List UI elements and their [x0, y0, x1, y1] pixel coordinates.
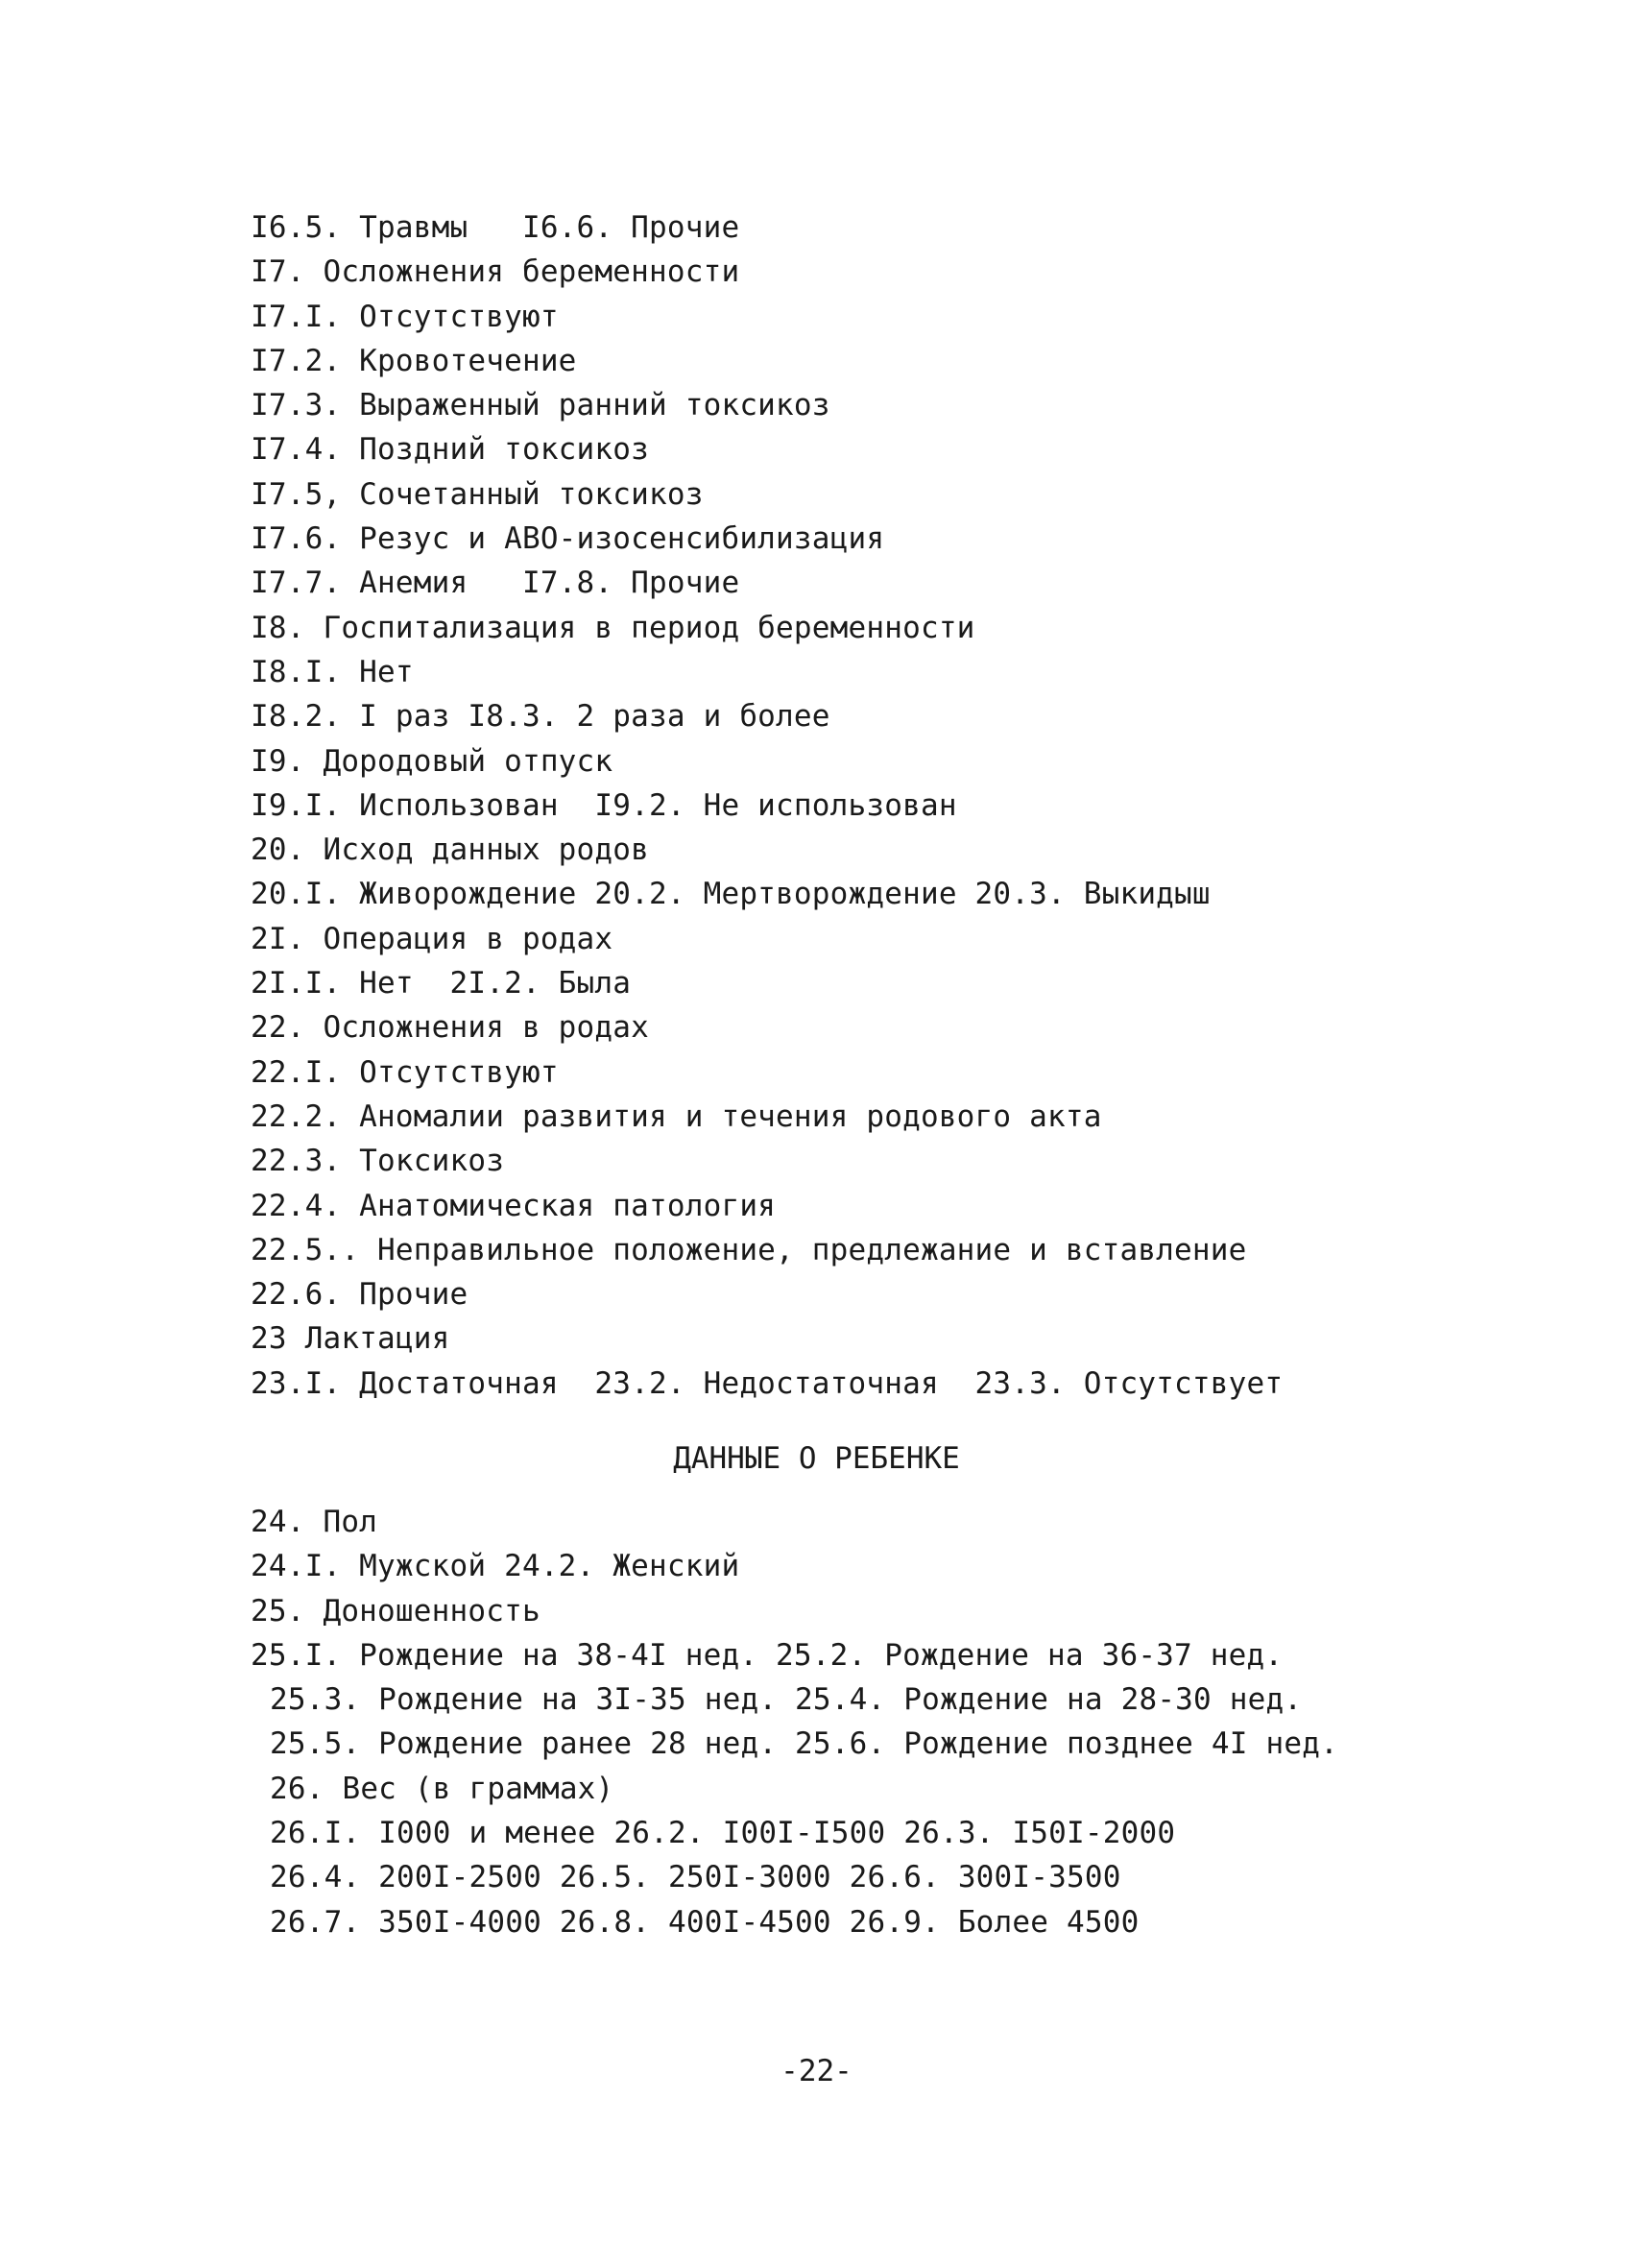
page-number: -22-	[780, 2054, 853, 2088]
list-item: 2I. Операция в родах	[251, 921, 613, 956]
list-item: I7.7. Анемия I7.8. Прочие	[251, 566, 740, 601]
list-item: 22.3. Токсикоз	[251, 1144, 505, 1179]
list-item: I7.4. Поздний токсикоз	[251, 432, 649, 468]
list-item: I8. Госпитализация в период беременности	[251, 610, 975, 645]
list-item: I7.3. Выраженный ранний токсикоз	[251, 388, 830, 423]
list-item: 23.I. Достаточная 23.2. Недостаточная 23.3. Отсутствует	[251, 1365, 1284, 1401]
list-item: I6.5. Травмы I6.6. Прочие	[251, 210, 740, 245]
list-item: 22. Осложнения в родах	[251, 1010, 649, 1046]
list-item: I7.I. Отсутствуют	[251, 299, 559, 334]
list-item: 26. Вес (в граммах)	[270, 1771, 614, 1806]
list-item: 20.I. Живорождение 20.2. Мертворождение 20.3. Выкидыш	[251, 877, 1211, 912]
list-item: 22.2. Аномалии развития и течения родового акта	[251, 1098, 1102, 1134]
list-item: 26.I. I000 и менее 26.2. I00I-I500 26.3. I50I-2000	[270, 1816, 1176, 1851]
list-item: I7. Осложнения беременности	[251, 254, 740, 290]
list-item: I9.I. Использован I9.2. Не использован	[251, 787, 957, 823]
list-item: 22.6. Прочие	[251, 1277, 468, 1313]
list-item: I9. Дородовый отпуск	[251, 743, 613, 779]
list-item: 20. Исход данных родов	[251, 832, 649, 868]
mother-data-list	[251, 205, 1403, 1406]
list-item: 25. Доношенность	[251, 1593, 540, 1629]
section-heading: ДАННЫЕ О РЕБЕНКЕ	[673, 1441, 960, 1476]
list-item: 26.7. 350I-4000 26.8. 400I-4500 26.9. Более 4500	[270, 1904, 1140, 1940]
list-item: 24.I. Мужской 24.2. Женский	[251, 1549, 740, 1584]
list-item: 23 Лактация	[251, 1321, 450, 1357]
list-item: 22.4. Анатомическая патология	[251, 1188, 777, 1223]
list-item: 26.4. 200I-2500 26.5. 250I-3000 26.6. 300I-3500	[270, 1860, 1121, 1895]
child-data-list	[251, 1500, 1403, 1944]
list-item: I7.2. Кровотечение	[251, 343, 577, 378]
list-item: I8.I. Нет	[251, 654, 414, 689]
list-item: 2I.I. Нет 2I.2. Была	[251, 966, 632, 1001]
list-item: 24. Пол	[251, 1505, 378, 1539]
list-item: I7.6. Резус и АВО-изосенсибилизация	[251, 521, 885, 557]
list-item: 22.I. Отсутствуют	[251, 1054, 559, 1090]
list-item: I7.5, Сочетанный токсикоз	[251, 476, 704, 512]
list-item: 22.5.. Неправильное положение, предлежание и вставление	[251, 1232, 1247, 1267]
list-item: I8.2. I раз I8.3. 2 раза и более	[251, 699, 830, 735]
list-item: 25.5. Рождение ранее 28 нед. 25.6. Рождение позднее 4I нед.	[270, 1726, 1338, 1762]
list-item: 25.I. Рождение на 38-4I нед. 25.2. Рождение на 36-37 нед.	[251, 1637, 1284, 1673]
list-item: 25.3. Рождение на 3I-35 нед. 25.4. Рождение на 28-30 нед.	[270, 1682, 1303, 1718]
